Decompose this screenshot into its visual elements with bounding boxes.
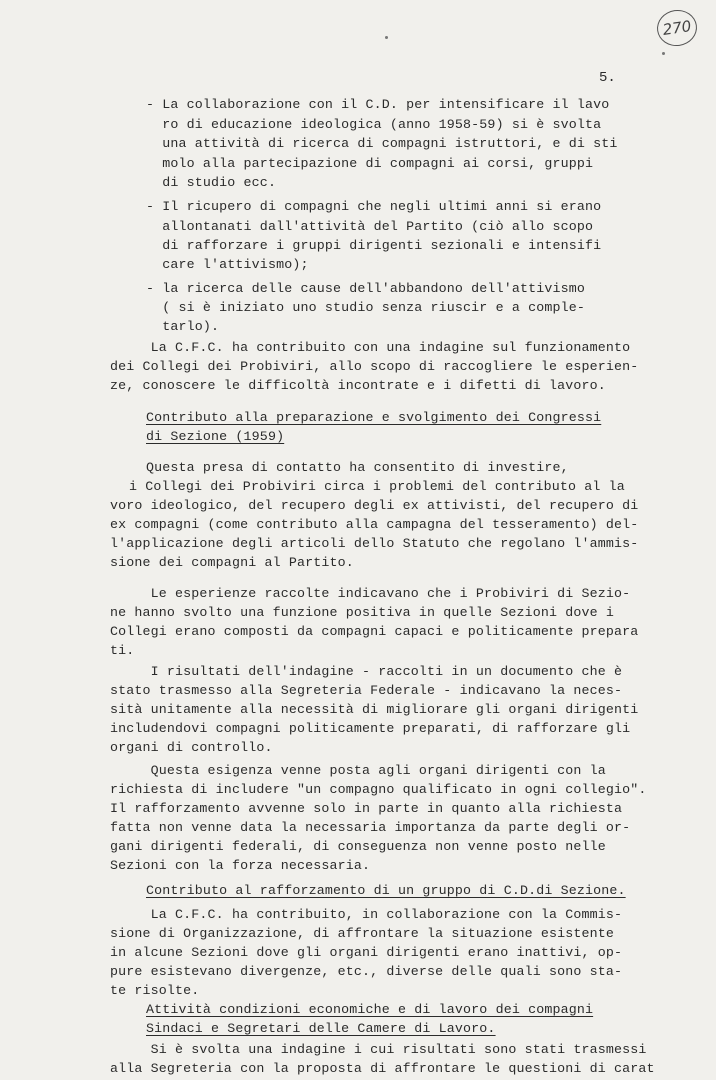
- page-number: 5.: [599, 70, 616, 86]
- text-line: Questa presa di contatto ha consentito di investire,: [146, 460, 569, 475]
- text-line: gani dirigenti federali, di conseguenza non venne posto nelle: [110, 839, 606, 854]
- text-line: in alcune Sezioni dove gli organi dirigenti erano inattivi, op-: [110, 945, 623, 960]
- text-line: fatta non venne data la necessaria importanza da parte degli or-: [110, 820, 631, 835]
- text-line: - la ricerca delle cause dell'abbandono dell'attivismo: [146, 281, 585, 296]
- text-line: voro ideologico, del recupero degli ex attivisti, del recupero di: [110, 498, 639, 513]
- text-line: sione di Organizzazione, di affrontare la situazione esistente: [110, 926, 615, 941]
- text-line: l'applicazione degli articoli dello Statuto che regolano l'ammis-: [110, 536, 639, 551]
- text-line: - La collaborazione con il C.D. per intensificare il lavo: [146, 97, 610, 112]
- text-line: sità unitamente alla necessità di migliorare gli organi dirigenti: [110, 702, 639, 717]
- paper-speck: [662, 52, 665, 55]
- text-line: ro di educazione ideologica (anno 1958-59) si è svolta: [146, 117, 602, 132]
- text-line: Le esperienze raccolte indicavano che i Probiviri di Sezio-: [110, 586, 631, 601]
- text-line: care l'attivismo);: [146, 257, 309, 272]
- section-heading: Contributo al rafforzamento di un gruppo di C.D.di Sezione.: [146, 883, 626, 898]
- text-line: Il rafforzamento avvenne solo in parte in quanto alla richiesta: [110, 801, 623, 816]
- text-line: I risultati dell'indagine - raccolti in un documento che è: [110, 664, 623, 679]
- text-line: stato trasmesso alla Segreteria Federale - indicavano la neces-: [110, 683, 623, 698]
- text-line: ex compagni (come contributo alla campagna del tesseramento) del-: [110, 517, 639, 532]
- text-line: ( si è iniziato uno studio senza riuscir e a comple-: [146, 300, 585, 315]
- text-line: pure esistevano divergenze, etc., diverse delle quali sono sta-: [110, 964, 623, 979]
- text-line: una attività di ricerca di compagni istruttori, e di sti: [146, 136, 618, 151]
- text-line: organi di controllo.: [110, 740, 273, 755]
- text-line: di rafforzare i gruppi dirigenti sezionali e intensifi: [146, 238, 602, 253]
- text-line: - Il ricupero di compagni che negli ultimi anni si erano: [146, 199, 602, 214]
- text-line: molo alla partecipazione di compagni ai corsi, gruppi: [146, 156, 594, 171]
- text-line: tarlo).: [146, 319, 220, 334]
- text-line: Sezioni con la forza necessaria.: [110, 858, 371, 873]
- text-line: di studio ecc.: [146, 175, 277, 190]
- archive-number-stamp: 270: [655, 7, 700, 48]
- text-line: i Collegi dei Probiviri circa i problemi del contributo al la: [129, 479, 625, 494]
- text-line: dei Collegi dei Probiviri, allo scopo di raccogliere le esperien-: [110, 359, 639, 374]
- section-heading: Attività condizioni economiche e di lavoro dei compagni: [146, 1002, 594, 1017]
- text-line: ne hanno svolto una funzione positiva in quelle Sezioni dove i: [110, 605, 615, 620]
- text-line: La C.F.C. ha contribuito, in collaborazione con la Commis-: [110, 907, 623, 922]
- text-line: ti.: [110, 643, 135, 658]
- text-line: Si è svolta una indagine i cui risultati sono stati trasmessi: [110, 1042, 647, 1057]
- section-heading: Contributo alla preparazione e svolgimento dei Congressi: [146, 410, 602, 425]
- text-line: richiesta di includere "un compagno qualificato in ogni collegio".: [110, 782, 647, 797]
- paper-speck: [385, 36, 388, 39]
- section-heading: di Sezione (1959): [146, 429, 285, 444]
- text-line: sione dei compagni al Partito.: [110, 555, 354, 570]
- text-line: allontanati dall'attività del Partito (ciò allo scopo: [146, 219, 594, 234]
- text-line: ze, conoscere le difficoltà incontrate e i difetti di lavoro.: [110, 378, 606, 393]
- text-line: Questa esigenza venne posta agli organi dirigenti con la: [110, 763, 606, 778]
- text-line: te risolte.: [110, 983, 200, 998]
- section-heading: Sindaci e Segretari delle Camere di Lavoro.: [146, 1021, 496, 1036]
- text-line: La C.F.C. ha contribuito con una indagine sul funzionamento: [110, 340, 631, 355]
- text-line: alla Segreteria con la proposta di affrontare le questioni di carat: [110, 1061, 655, 1076]
- text-line: includendovi compagni politicamente preparati, di rafforzare gli: [110, 721, 631, 736]
- text-line: Collegi erano composti da compagni capaci e politicamente prepara: [110, 624, 639, 639]
